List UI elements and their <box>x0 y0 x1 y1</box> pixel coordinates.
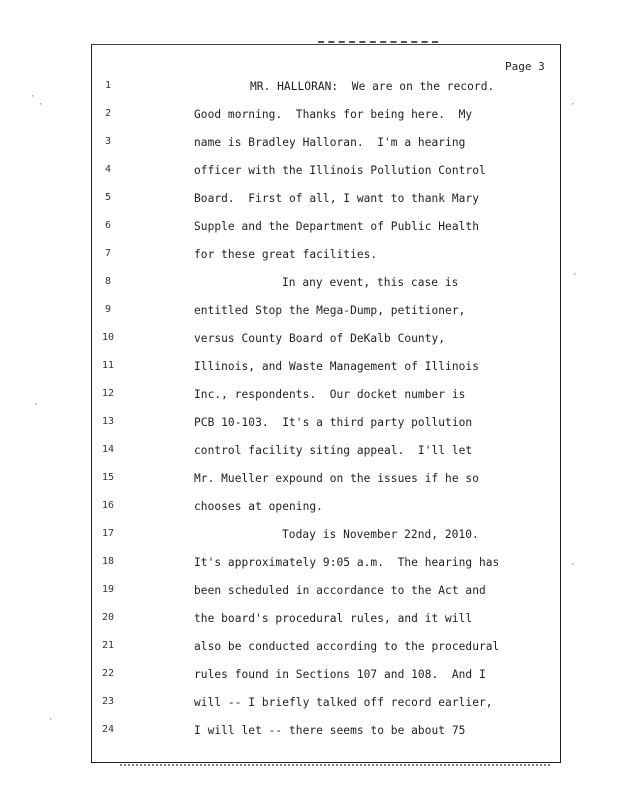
transcript-line: PCB 10-103. It's a third party pollution <box>194 416 473 429</box>
line-number: 3 <box>104 136 112 147</box>
transcript-line: chooses at opening. <box>194 500 323 513</box>
scan-speck: · <box>30 92 36 102</box>
line-number: 17 <box>101 528 115 539</box>
transcript-line: MR. HALLORAN: We are on the record. <box>250 80 495 93</box>
transcript-line: Mr. Mueller expound on the issues if he so <box>194 472 479 485</box>
transcript-line: Supple and the Department of Public Health <box>194 220 479 233</box>
scan-speck: · <box>33 400 39 410</box>
line-number: 7 <box>104 248 112 259</box>
line-number: 19 <box>101 584 115 595</box>
line-number: 15 <box>101 472 115 483</box>
line-number: 20 <box>101 612 115 623</box>
line-number: 18 <box>101 556 115 567</box>
transcript-line: Today is November 22nd, 2010. <box>282 528 479 541</box>
line-number: 14 <box>101 444 115 455</box>
transcript-line: In any event, this case is <box>282 276 459 289</box>
scan-speck: · <box>570 100 576 110</box>
transcript-line: Board. First of all, I want to thank Mary <box>194 192 479 205</box>
transcript-line: Good morning. Thanks for being here. My <box>194 108 473 121</box>
line-number: 23 <box>101 696 115 707</box>
line-number: 2 <box>104 108 112 119</box>
line-number: 13 <box>101 416 115 427</box>
page-frame <box>91 44 561 763</box>
transcript-line: Inc., respondents. Our docket number is <box>194 388 466 401</box>
line-number: 9 <box>104 304 112 315</box>
scan-speck: · <box>570 560 576 570</box>
line-number: 6 <box>104 220 112 231</box>
line-number: 12 <box>101 388 115 399</box>
scan-speck: · <box>572 270 578 280</box>
transcript-line: rules found in Sections 107 and 108. And I <box>194 668 486 681</box>
page-number: Page 3 <box>505 60 545 73</box>
transcript-line: It's approximately 9:05 a.m. The hearing has <box>194 556 500 569</box>
transcript-line: entitled Stop the Mega-Dump, petitioner, <box>194 304 466 317</box>
scan-speck: · <box>38 100 44 110</box>
line-number: 16 <box>101 500 115 511</box>
transcript-line: the board's procedural rules, and it will <box>194 612 473 625</box>
line-number: 10 <box>101 332 115 343</box>
line-number: 11 <box>101 360 115 371</box>
transcript-line: been scheduled in accordance to the Act and <box>194 584 486 597</box>
scan-speck: · <box>48 715 54 725</box>
transcript-line: Illinois, and Waste Management of Illinois <box>194 360 479 373</box>
transcript-line: versus County Board of DeKalb County, <box>194 332 446 345</box>
line-number: 24 <box>101 724 115 735</box>
transcript-line: will -- I briefly talked off record earlier, <box>194 696 493 709</box>
line-number: 5 <box>104 192 112 203</box>
line-number: 21 <box>101 640 115 651</box>
scan-artifact-bottom <box>120 764 550 770</box>
transcript-line: officer with the Illinois Pollution Control <box>194 164 486 177</box>
transcript-line: I will let -- there seems to be about 75 <box>194 724 466 737</box>
line-number: 1 <box>104 80 112 91</box>
line-number: 8 <box>104 276 112 287</box>
line-number: 4 <box>104 164 112 175</box>
transcript-line: name is Bradley Halloran. I'm a hearing <box>194 136 466 149</box>
transcript-line: also be conducted according to the procedural <box>194 640 500 653</box>
transcript-line: control facility siting appeal. I'll let <box>194 444 473 457</box>
transcript-line: for these great facilities. <box>194 248 378 261</box>
line-number: 22 <box>101 668 115 679</box>
